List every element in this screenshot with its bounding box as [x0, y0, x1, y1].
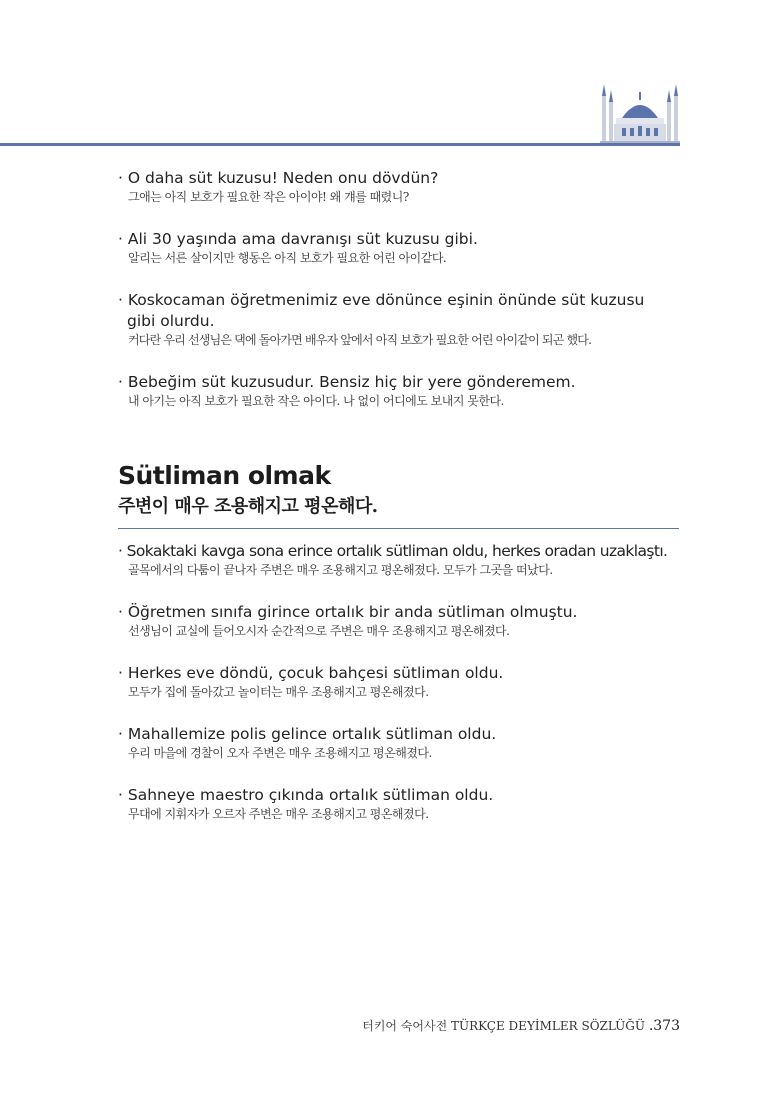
example-turkish: · Koskocaman öğretmenimiz eve dönünce eşinin önünde süt kuzusu gibi olurdu.: [118, 290, 672, 332]
example-item: [118, 372, 693, 410]
example-korean: 그애는 아직 보호가 필요한 작은 아이야! 왜 걔를 때렸니?: [128, 190, 409, 204]
example-korean: 커다란 우리 선생님은 댁에 돌아가면 배우자 앞에서 아직 보호가 필요한 어린 아이같이 되곤 했다.: [128, 333, 592, 347]
example-korean: 선생님이 교실에 들어오시자 순간적으로 주변은 매우 조용해지고 평온해졌다.: [128, 624, 510, 638]
example-korean: 무대에 지휘자가 오르자 주변은 매우 조용해지고 평온해졌다.: [128, 807, 429, 821]
footer-book-title: 터키어 숙어사전 TÜRKÇE DEYİMLER SÖZLÜĞÜ: [362, 1019, 645, 1033]
example-list-2: [118, 541, 693, 846]
page-footer: [360, 1017, 680, 1034]
example-item: [118, 168, 693, 206]
example-item: [118, 229, 693, 267]
example-turkish: · Ali 30 yaşında ama davranışı süt kuzusu gibi.: [118, 229, 693, 250]
example-item: [118, 602, 693, 640]
header-rule: [0, 143, 680, 146]
example-turkish: · Bebeğim süt kuzusudur. Bensiz hiç bir yere gönderemem.: [118, 372, 693, 393]
example-item: [118, 541, 693, 579]
example-turkish: · Sokaktaki kavga sona erince ortalık sütliman oldu, herkes oradan uzaklaştı.: [118, 541, 693, 562]
idiom-meaning: 주변이 매우 조용해지고 평온해다.: [118, 496, 378, 517]
example-korean: 모두가 집에 돌아갔고 놀이터는 매우 조용해지고 평온해졌다.: [128, 685, 429, 699]
example-turkish: · O daha süt kuzusu! Neden onu dövdün?: [118, 168, 693, 189]
mosque-icon: [598, 78, 682, 144]
section-rule: [118, 528, 679, 529]
example-item: [118, 663, 693, 701]
example-item: [118, 290, 693, 349]
example-turkish: · Mahallemize polis gelince ortalık sütliman oldu.: [118, 724, 693, 745]
example-korean: 알리는 서른 살이지만 행동은 아직 보호가 필요한 어린 아이같다.: [128, 251, 447, 265]
example-list-1: [118, 168, 693, 433]
example-turkish: · Öğretmen sınıfa girince ortalık bir anda sütliman olmuştu.: [118, 602, 693, 623]
example-item: [118, 724, 693, 762]
example-turkish: · Sahneye maestro çıkında ortalık sütliman oldu.: [118, 785, 693, 806]
example-korean: 골목에서의 다툼이 끝나자 주변은 매우 조용해지고 평온해졌다. 모두가 그곳을 떠났다.: [128, 563, 553, 577]
example-korean: 내 아기는 아직 보호가 필요한 작은 아이다. 나 없이 어디에도 보내지 못한다.: [128, 394, 504, 408]
page-number: .373: [648, 1018, 680, 1034]
example-item: [118, 785, 693, 823]
example-korean: 우리 마을에 경찰이 오자 주변은 매우 조용해지고 평온해졌다.: [128, 746, 432, 760]
example-turkish: · Herkes eve döndü, çocuk bahçesi sütliman oldu.: [118, 663, 693, 684]
idiom-title: Sütliman olmak: [118, 461, 331, 490]
